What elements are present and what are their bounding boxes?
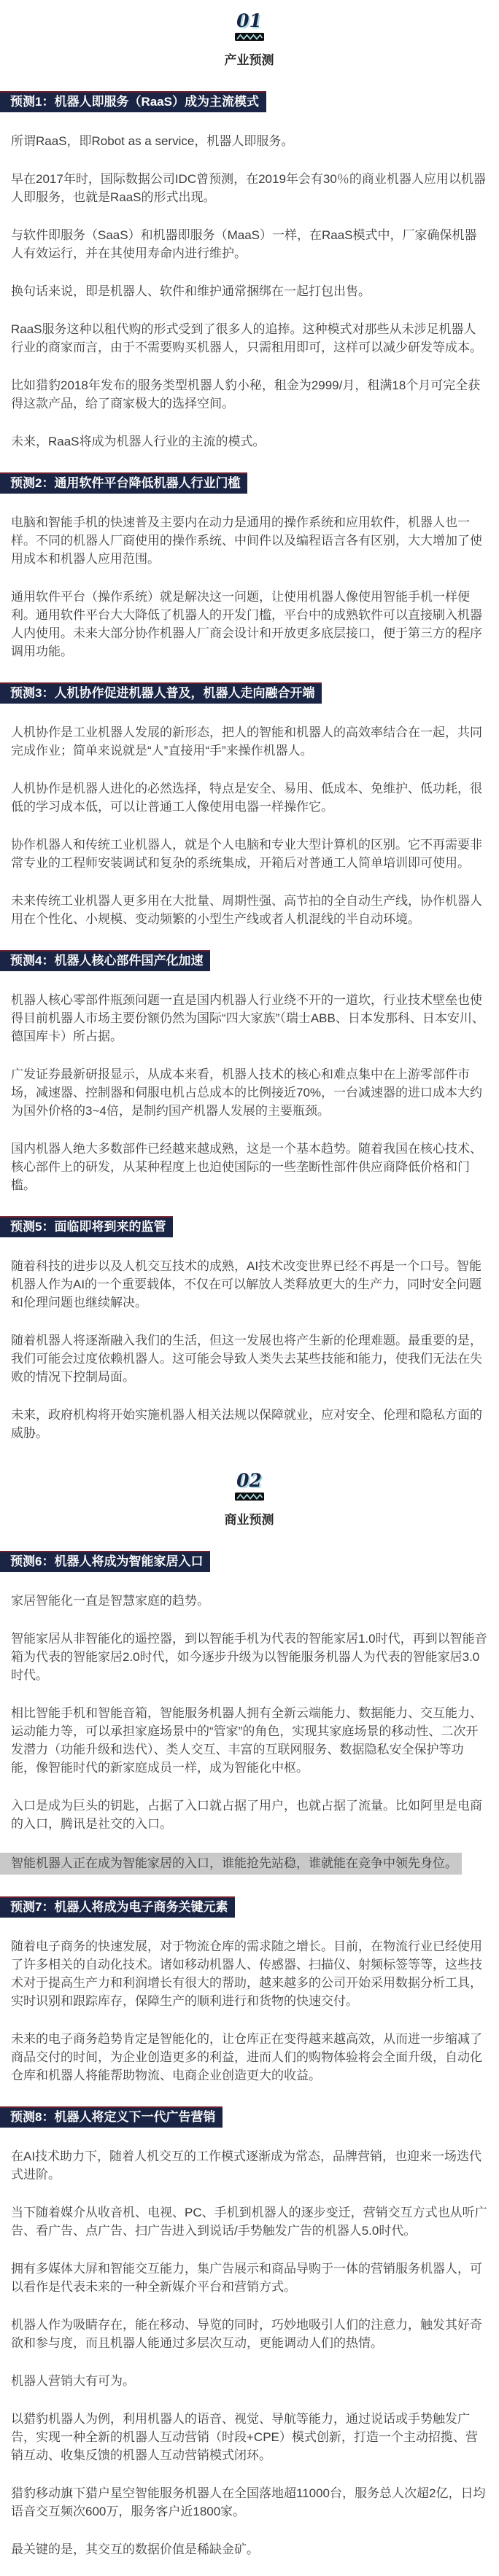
paragraph: 协作机器人和传统工业机器人，就是个人电脑和专业大型计算机的区别。它不再需要非常专业的工程师安装调试和复杂的系统集成，开箱后对普通工人简单培训即可使用。 [11, 838, 482, 870]
paragraph: 人机协作是机器人进化的必然选择，特点是安全、易用、低成本、免维护、低功耗，很低的学习成本低，可以让普通工人像使用电器一样操作它。 [11, 782, 482, 814]
prediction-header-row [0, 950, 487, 971]
section-badge [11, 33, 487, 41]
paragraph: 换句话来说，即是机器人、软件和维护通常捆绑在一起打包出售。 [11, 284, 371, 298]
paragraph: 入口是成为巨头的钥匙，占据了入口就占据了用户，也就占据了流量。比如阿里是电商的入口，腾讯是社交的入口。 [11, 1799, 482, 1831]
section-number: 02 [236, 1470, 262, 1491]
section-number: 01 [236, 10, 262, 31]
prediction-header-row [0, 91, 487, 112]
prediction-header-row [0, 682, 487, 704]
paragraph: 随着机器人将逐渐融入我们的生活，但这一发展也将产生新的伦理难题。最重要的是，我们可能会过度依赖机器人。这可能会导致人类失去某些技能和能力，使我们无法在失败的情况下控制局面。 [11, 1334, 482, 1384]
section-badge [11, 1493, 487, 1501]
paragraph: 随着电子商务的快速发展，对于物流仓库的需求随之增长。目前，在物流行业已经使用了许多相关的自动化技术。诸如移动机器人、传感器、扫描仪、射频标签等等，这些技术对于提高生产力和利润增长有很大的帮助，越来越多的公司开始采用数据分析工具，实时识别和跟踪库存，保障生产的顺利进行和货物的快速交付。 [11, 1939, 482, 2008]
prediction-header: 预测6：机器人将成为智能家居入口 [0, 1551, 210, 1572]
paragraph: 早在2017年时，国际数据公司IDC曾预测，在2019年会有30％的商业机器人应用以机器人即服务，也就是RaaS的形式出现。 [11, 172, 486, 204]
paragraph: 通用软件平台（操作系统）就是解决这一问题，让使用机器人像使用智能手机一样便利。通用软件平台大大降低了机器人的开发门槛，平台中的成熟软件可以直接刷入机器人内使用。未来大部分协作机器人厂商会设计和开放更多底层接口，便于第三方的程序调用功能。 [11, 590, 482, 658]
prediction-header-row [0, 2106, 487, 2128]
paragraph: 与软件即服务（SaaS）和机器即服务（MaaS）一样，在RaaS模式中，厂家确保机器人有效运行，并在其使用寿命内进行维护。 [11, 228, 477, 260]
paragraph: 未来，政府机构将开始实施机器人相关法规以保障就业，应对安全、伦理和隐私方面的威胁。 [11, 1408, 482, 1440]
prediction-header-row [0, 472, 487, 494]
paragraph: 猎豹移动旗下猎户星空智能服务机器人在全国落地超11000台，服务总人次超2亿，日均语音交互频次600万，服务客户近1800家。 [11, 2486, 486, 2518]
prediction-header: 预测7：机器人将成为电子商务关键元素 [0, 1896, 235, 1918]
prediction-header-row [0, 1216, 487, 1237]
paragraph: 最关键的是，其交互的数据价值是稀缺金矿。 [11, 2542, 259, 2556]
paragraph: 智能家居从非智能化的遥控器，到以智能手机为代表的智能家居1.0时代，再到以智能音箱为代表的智能家居2.0时代，如今逐步升级为以智能服务机器人为代表的智能家居3.0时代。 [11, 1632, 487, 1682]
prediction-header: 预测1：机器人即服务（RaaS）成为主流模式 [0, 91, 266, 112]
paragraph: 电脑和智能手机的快速普及主要内在动力是通用的操作系统和应用软件，机器人也一样。不同的机器人厂商使用的操作系统、中间件以及编程语言各有区别，大大增加了使用成本和机器人应用范围。 [11, 515, 482, 566]
prediction-header: 预测3：人机协作促进机器人普及，机器人走向融合开端 [0, 682, 322, 704]
prediction-header: 预测4：机器人核心部件国产化加速 [0, 950, 210, 971]
paragraph: 以猎豹机器人为例，利用机器人的语音、视觉、导航等能力，通过说话或手势触发广告，实现一种全新的机器人互动营销（时段+CPE）模式创新，打造一个主动招揽、营销互动、收集反馈的机器人互动营销模式闭环。 [11, 2412, 478, 2462]
paragraph: 未来传统工业机器人更多用在大批量、周期性强、高节拍的全自动生产线，协作机器人用在个性化、小规模、变动频繁的小型生产线或者人机混线的半自动环境。 [11, 894, 482, 926]
prediction-header: 预测5：面临即将到来的监管 [0, 1216, 173, 1237]
paragraph: 在AI技术助力下，随着人机交互的工作模式逐渐成为常态，品牌营销，也迎来一场迭代式进阶。 [11, 2149, 482, 2182]
paragraph: 机器人营销大有可为。 [11, 2374, 135, 2388]
paragraph: 机器人核心零部件瓶颈问题一直是国内机器人行业绕不开的一道坎，行业技术壁垒也使得目前机器人市场主要份额仍然为国际“四大家族”（瑞士ABB、日本发那科、日本安川、德国库卡）所占据。 [11, 993, 484, 1043]
paragraph: 人机协作是工业机器人发展的新形态，把人的智能和机器人的高效率结合在一起，共同完成作业；简单来说就是“人”直接用“手”来操作机器人。 [11, 725, 482, 758]
paragraph: 拥有多媒体大屏和智能交互能力，集广告展示和商品导购于一体的营销服务机器人，可以看作是代表未来的一种全新媒介平台和营销方式。 [11, 2262, 482, 2294]
section-title: 产业预测 [224, 53, 274, 67]
wave-zigzag-icon [235, 33, 264, 41]
paragraph: RaaS服务这种以租代购的形式受到了很多人的追捧。这种模式对那些从未涉足机器人行业的商家而言，由于不需要购买机器人，只需租用即可，这样可以减少研发等成本。 [11, 322, 482, 354]
paragraph: 所谓RaaS，即Robot as a service，机器人即服务。 [11, 134, 294, 148]
prediction-header-row [0, 1551, 487, 1572]
paragraph: 未来的电子商务趋势肯定是智能化的，让仓库正在变得越来越高效，从而进一步缩减了商品交付的时间，为企业创造更多的利益，进而人们的购物体验将会全面升级，自动化仓库和机器人将能帮助物流、电商企业创造更大的收益。 [11, 2032, 482, 2082]
paragraph: 未来，RaaS将成为机器人行业的主流的模式。 [11, 435, 266, 448]
highlight-span: 智能机器人正在成为智能家居的入口，谁能抢先站稳，谁就能在竞争中领先身位。 [0, 1853, 462, 1875]
paragraph: 相比智能手机和智能音箱，智能服务机器人拥有全新云端能力、数据能力、交互能力、运动能力等，可以承担家庭场景中的“管家”的角色，实现其家庭场景的移动性、二次开发潜力（功能升级和迭代）、类人交互、丰富的互联网服务、数据隐私安全保护等功能，像智能时代的新家庭成员一样，成为智能化中枢。 [11, 1706, 482, 1775]
paragraph: 比如猎豹2018年发布的服务类型机器人豹小秘，租金为2999/月，租满18个月可完全获得这款产品，给了商家极大的选择空间。 [11, 378, 481, 410]
paragraph: 当下随着媒介从收音机、电视、PC、手机到机器人的逐步变迁，营销交互方式也从听广告、看广告、点广告、扫广告进入到说话/手势触发广告的机器人5.0时代。 [11, 2206, 487, 2238]
paragraph: 随着科技的进步以及人机交互技术的成熟，AI技术改变世界已经不再是一个口号。智能机器人作为AI的一个重要载体，不仅在可以解放人类释放更大的生产力，同时安全问题和伦理问题也继续解决。 [11, 1259, 482, 1310]
paragraph: 国内机器人绝大多数部件已经越来越成熟，这是一个基本趋势。随着我国在核心技术、核心部件上的研发，从某种程度上也迫使国际的一些垄断性部件供应商降低价格和门槛。 [11, 1142, 482, 1192]
section-heading [11, 12, 487, 69]
paragraph: 机器人作为吸睛存在，能在移动、导览的同时，巧妙地吸引人们的注意力，触发其好奇欲和参与度，而且机器人能通过多层次互动，更能调动人们的热情。 [11, 2318, 482, 2350]
section-title: 商业预测 [224, 1513, 274, 1527]
prediction-header-row [0, 1896, 487, 1918]
highlighted-paragraph [0, 1853, 487, 1875]
prediction-header: 预测8：机器人将定义下一代广告营销 [0, 2106, 223, 2128]
wave-zigzag-icon [235, 1493, 264, 1501]
paragraph: 家居智能化一直是智慧家庭的趋势。 [11, 1594, 209, 1608]
section-heading [11, 1471, 487, 1529]
paragraph: 广发证券最新研报显示，从成本来看，机器人技术的核心和难点集中在上游零部件市场，减速器、控制器和伺服电机占总成本的比例接近70%，一台减速器的进口成本大约为国外价格的3~4倍，是制约国产机器人发展的主要瓶颈。 [11, 1067, 483, 1118]
prediction-header: 预测2：通用软件平台降低机器人行业门槛 [0, 472, 247, 494]
